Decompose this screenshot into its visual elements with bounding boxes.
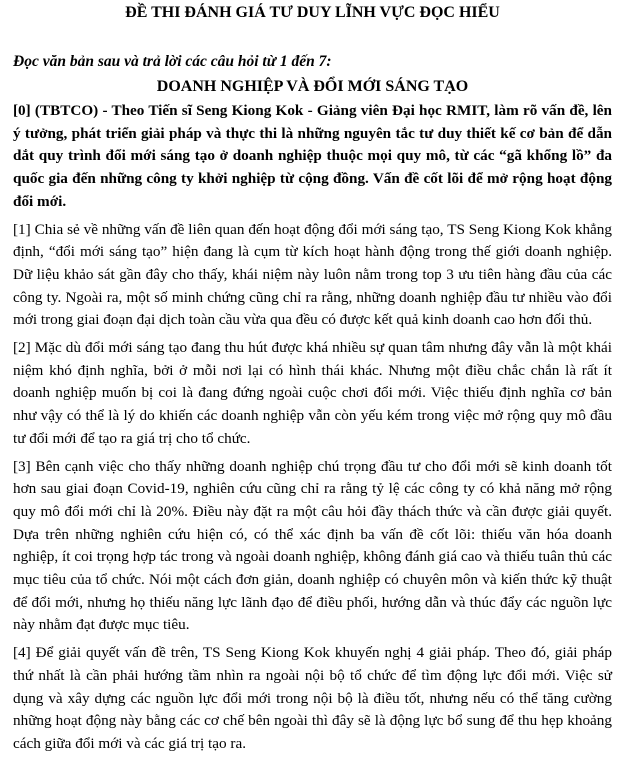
paragraph-4: [4] Để giải quyết vấn đề trên, TS Seng Kiong Kok khuyến nghị 4 giải pháp. Theo đó, giải pháp thứ nhất là cần phải hướng tầm nhìn ra ngoài nội bộ tổ chức để tìm động lực đổi mới. Việc sử dụng và xây dựng các nguồn lực đổi mới trong nội bộ là điều tốt, nhưng nếu có thể tăng cường những hoạt động này bằng các cơ chế bên ngoài thì đây sẽ là động lực bổ sung để thu hẹp khoảng cách giữa đổi mới và các giá trị tạo ra. — [13, 644, 612, 752]
passage-body — [13, 100, 612, 761]
paragraph-0-lead: [0] (TBTCO) - Theo Tiến sĩ Seng Kiong Kok - Giảng viên Đại học RMIT, làm rõ vấn đề, lên ý tưởng, phát triển giải pháp và thực thi là những nguyên tắc tư duy thiết kế cơ bản để dẫn dắt quy trình đổi mới sáng tạo ở doanh nghiệp thuộc mọi quy mô, từ các “gã khổng lồ” đa quốc gia đến những công ty khởi nghiệp từ cộng đồng. Vấn đề cốt lõi để mở rộng hoạt động đổi mới. — [13, 102, 612, 210]
instruction-text: Đọc văn bản sau và trả lời các câu hỏi từ 1 đến 7: — [13, 53, 332, 70]
paragraph-2: [2] Mặc dù đổi mới sáng tạo đang thu hút được khá nhiều sự quan tâm nhưng đây vẫn là một khái niệm khó định nghĩa, bởi ở mỗi nơi lại có hình thái khác. Nhưng một điều chắc chắn là rất ít doanh nghiệp muốn bị coi là đang đứng ngoài cuộc chơi đổi mới. Việc thiếu định nghĩa cơ bản như vậy có thể là lý do khiến các doanh nghiệp vẫn còn yếu kém trong việc mở rộng quy mô đầu tư đổi mới để tạo ra giá trị cho tổ chức. — [13, 339, 612, 447]
passage-title: DOANH NGHIỆP VÀ ĐỔI MỚI SÁNG TẠO — [156, 78, 469, 95]
paragraph-3: [3] Bên cạnh việc cho thấy những doanh nghiệp chú trọng đầu tư cho đổi mới sẽ kinh doanh tốt hơn sau giai đoạn Covid-19, nghiên cứu cũng chỉ ra rằng tỷ lệ các công ty có khả năng mở rộng quy mô đổi mới chỉ là 20%. Điều này đặt ra một câu hỏi đầy thách thức và cần được giải quyết. Dựa trên những nghiên cứu hiện có, có thể xác định ba vấn đề cốt lõi: thiếu văn hóa doanh nghiệp, ít coi trọng hợp tác trong và ngoài doanh nghiệp, không đánh giá cao và thiếu tuân thủ các mục tiêu của tổ chức. Nói một cách đơn giản, doanh nghiệp có chuyên môn và kiến thức kỹ thuật để đổi mới, nhưng họ thiếu năng lực lãnh đạo để điều phối, hướng dẫn và thúc đẩy các nguồn lực này nhằm đạt được mục tiêu. — [13, 457, 612, 634]
exam-title: ĐỀ THI ĐÁNH GIÁ TƯ DUY LĨNH VỰC ĐỌC HIỂU — [125, 4, 500, 21]
paragraph-1: [1] Chia sẻ về những vấn đề liên quan đến hoạt động đổi mới sáng tạo, TS Seng Kiong Kok khẳng định, “đổi mới sáng tạo” hiện đang là cụm từ kích hoạt hành động trong thế giới doanh nghiệp. Dữ liệu khảo sát gần đây cho thấy, khái niệm này luôn nằm trong top 3 ưu tiên hàng đầu của các công ty. Ngoài ra, một số minh chứng cũng chỉ ra rằng, những doanh nghiệp đầu tư nhiều vào đổi mới trong giai đoạn đại dịch toàn cầu vừa qua đều có được kết quả kinh doanh cao hơn đối thủ. — [13, 220, 612, 329]
